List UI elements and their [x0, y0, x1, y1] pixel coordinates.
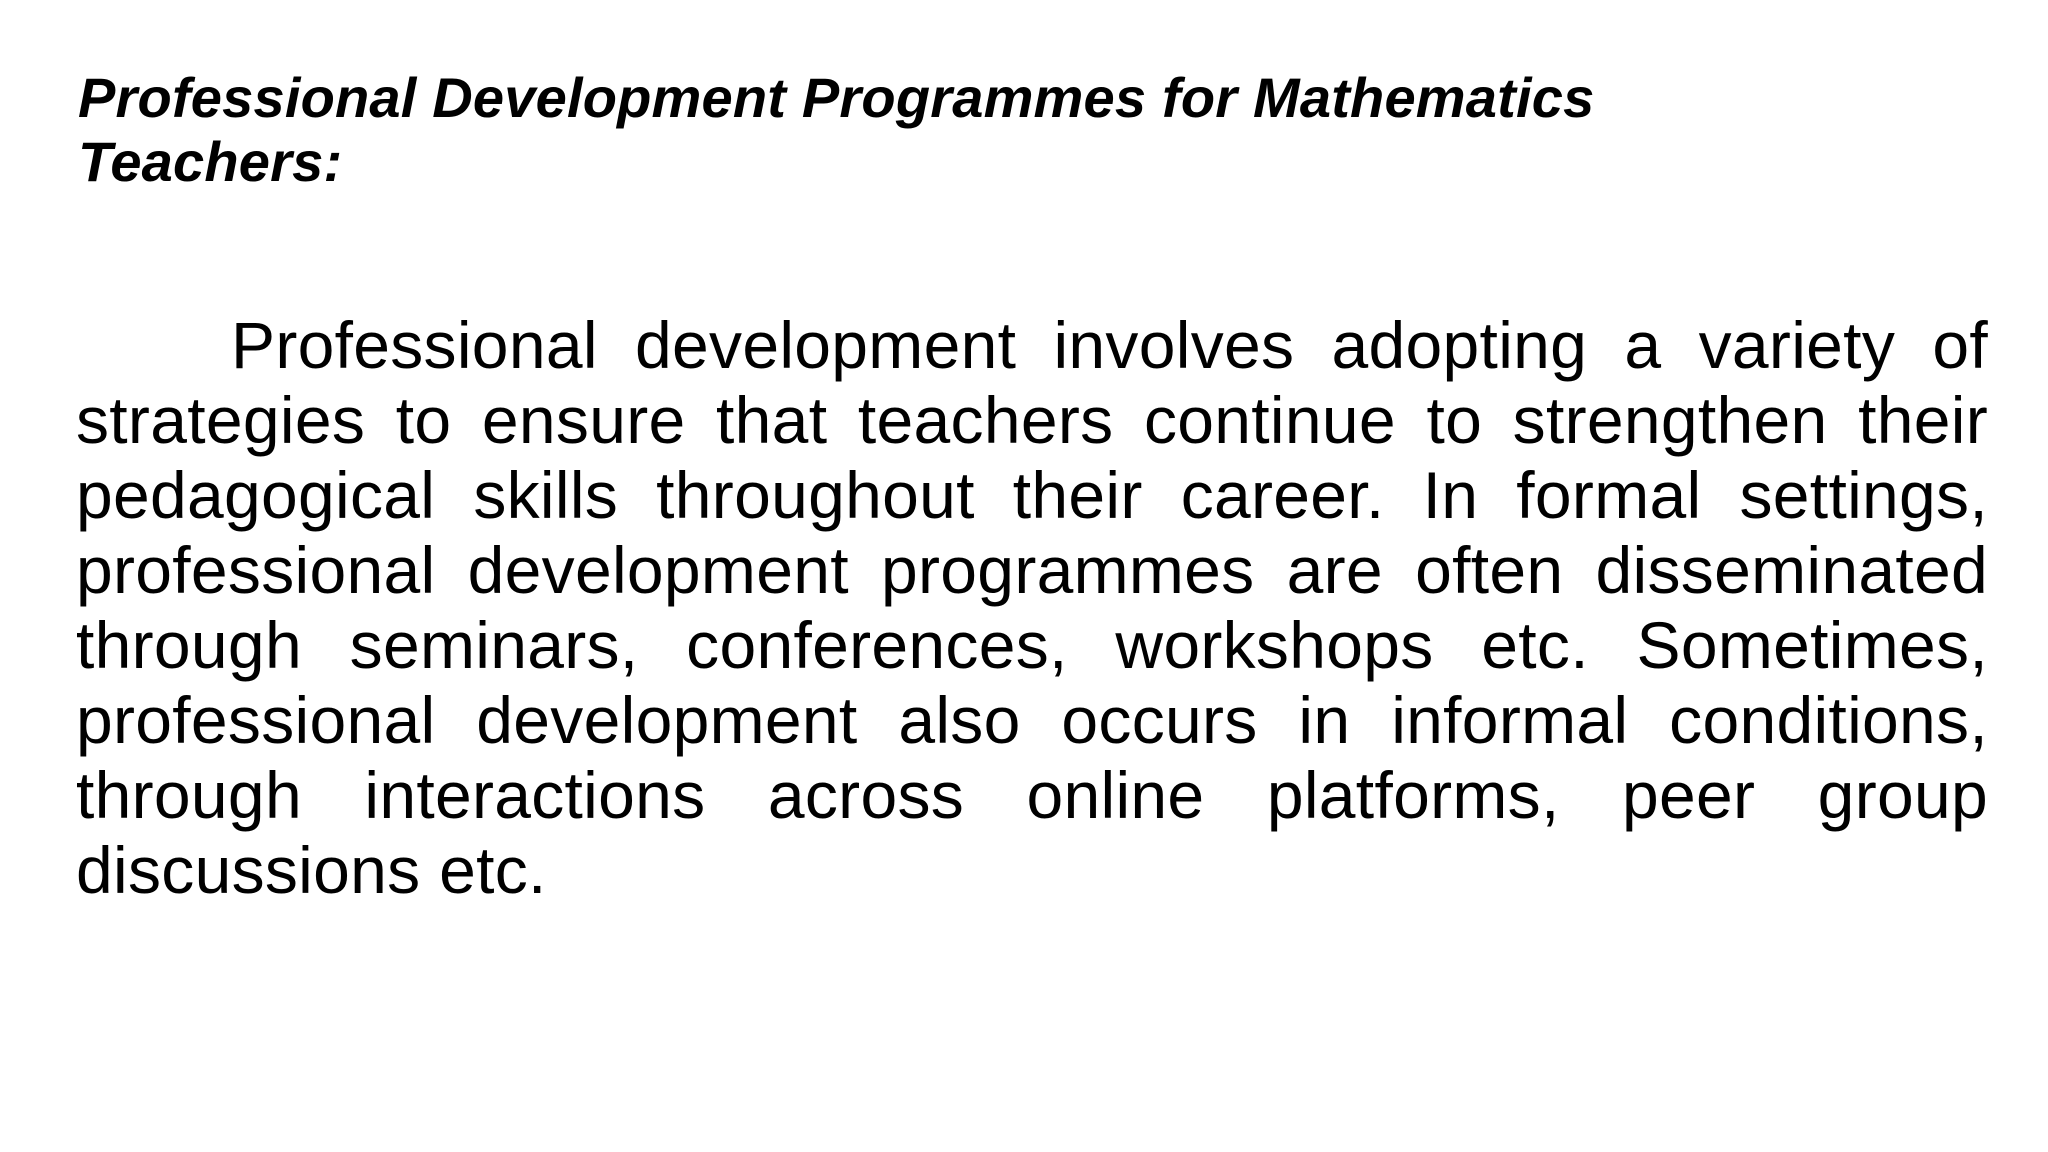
slide-body-paragraph: Professional development involves adopting a variety of strategies to ensure that teachers continue to strengthen their pedagogical skills throughout their career. In formal settings, professional development programmes are often disseminated through seminars, conferences, workshops etc. Sometimes, professional development also occurs in informal conditions, through interactions across online platforms, peer group discussions etc. [76, 308, 1988, 907]
slide-title: Professional Development Programmes for Mathematics Teachers: [78, 66, 1595, 193]
